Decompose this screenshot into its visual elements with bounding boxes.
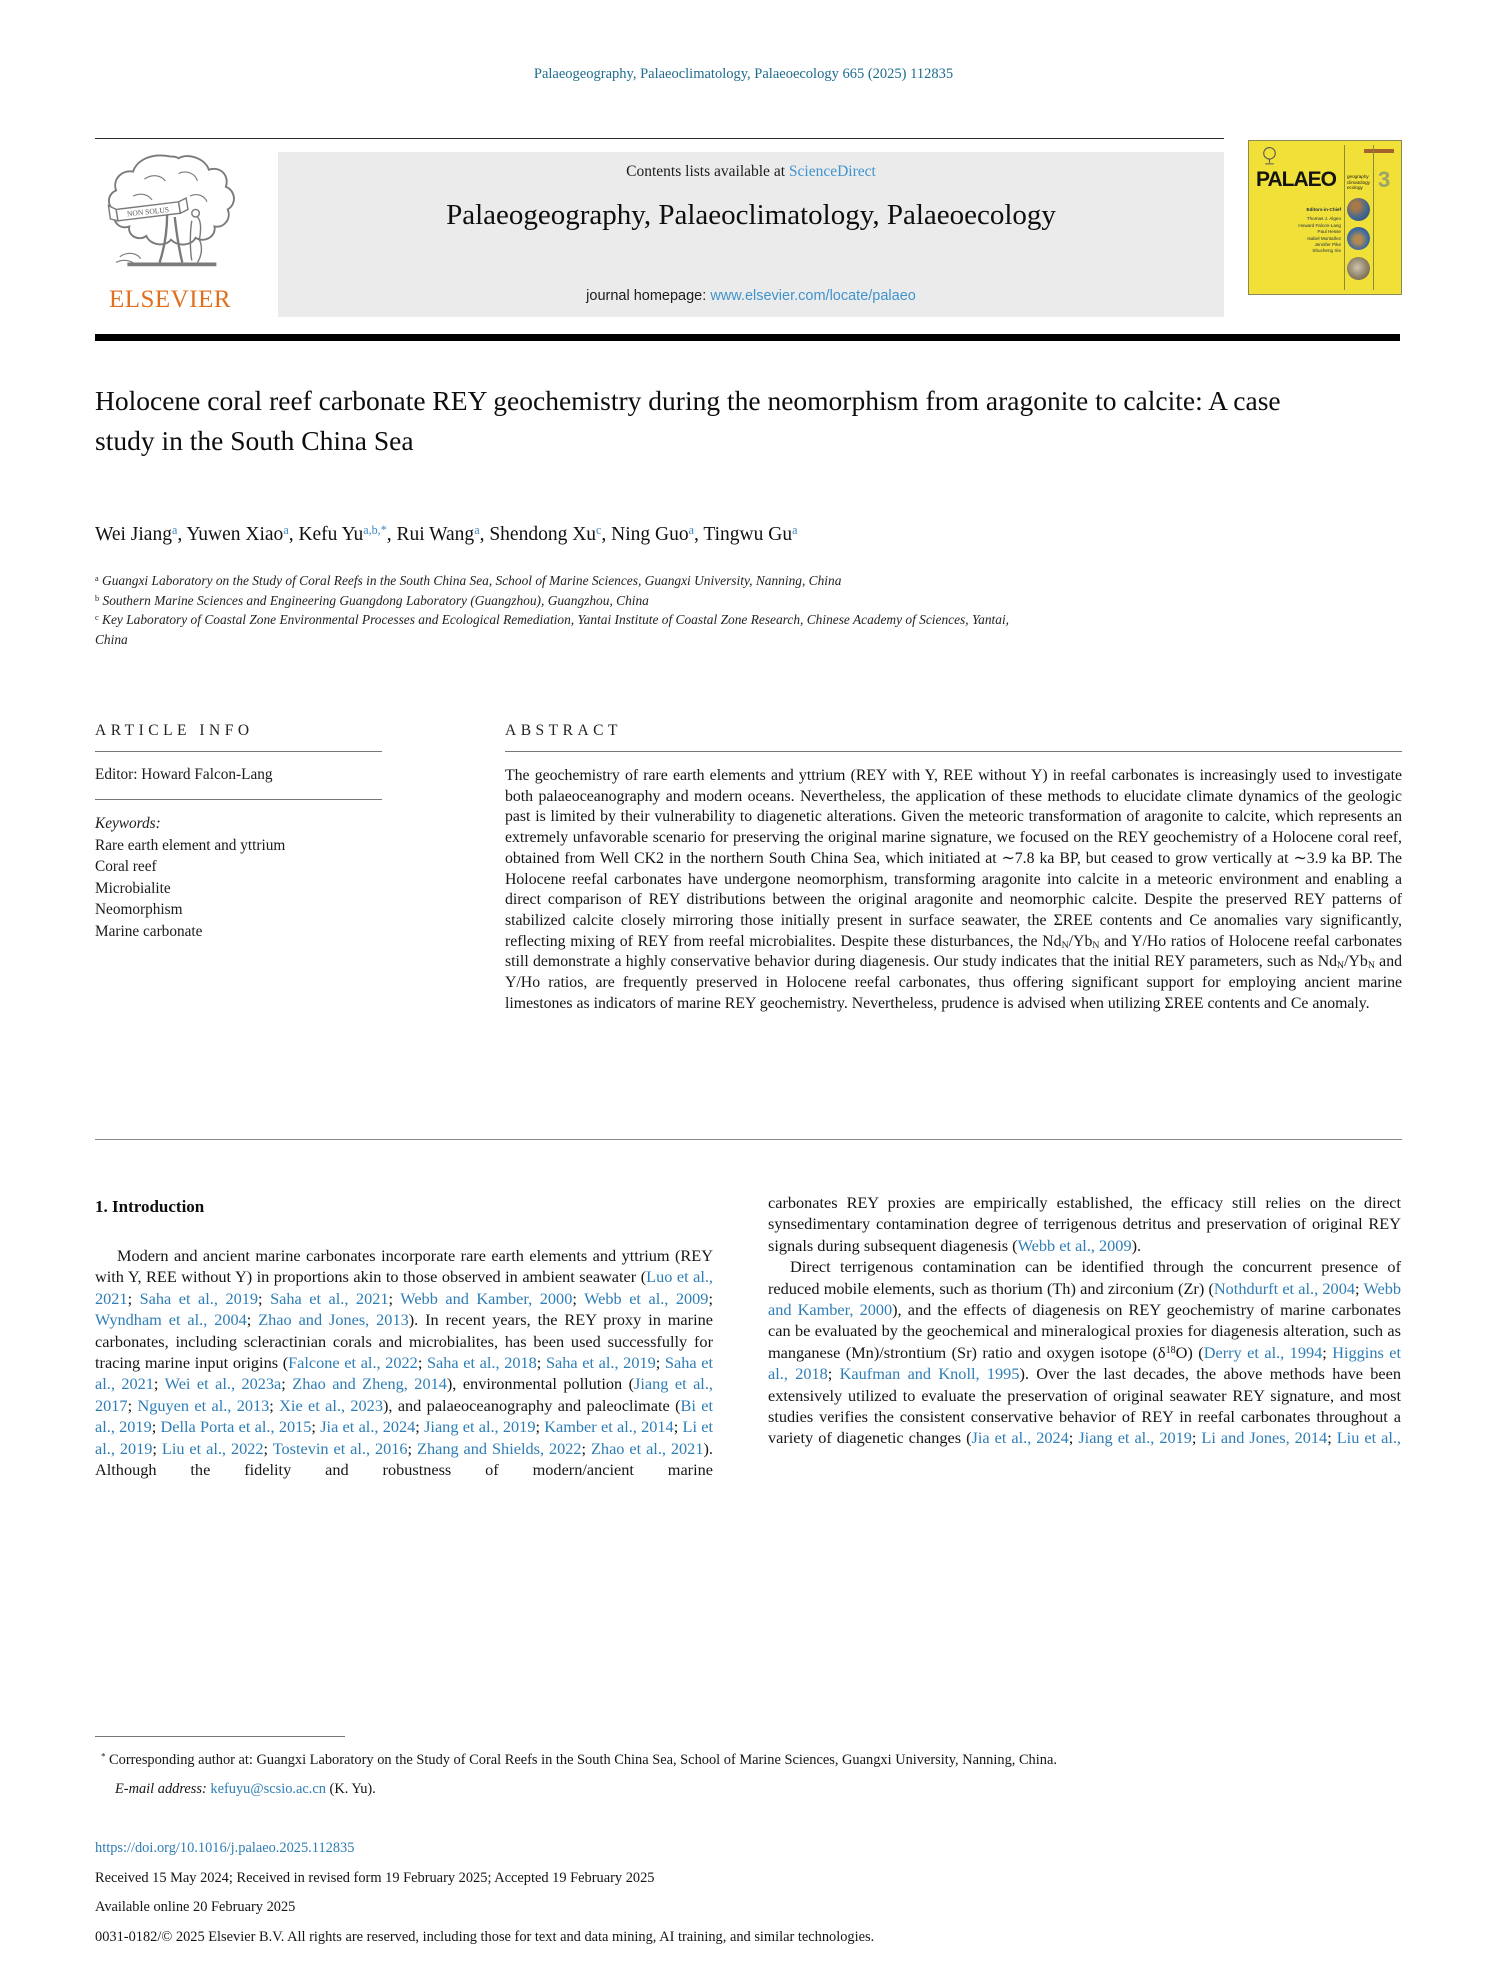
text-segment: Tingwu Gu [703, 524, 793, 545]
affiliation [95, 610, 1405, 649]
cover-editor-name: Jennifer Pike [1314, 242, 1341, 248]
text-segment: ), and the effects of diagenesis on REY geochemistry of marine carbonates can be evaluated by the geochemical and mineralogical proxies for diagenesis alteration, such as manganese (Mn)/strontium (Sr) ratio and oxygen isotope (δ [768, 1300, 1401, 1362]
citation-link[interactable]: Jia et al., 2024 [320, 1417, 416, 1437]
text-segment: ; [415, 1417, 425, 1437]
text-segment: Modern and ancient marine carbonates incorporate rare earth elements and yttrium (REY with Y, REE without Y) in proportions akin to those observed in ambient seawater ( [95, 1246, 713, 1287]
text-segment: Wei Jiang [95, 524, 172, 545]
abstract-text [505, 766, 1402, 1014]
citation-link[interactable]: Jiang et al., 2017 [95, 1374, 713, 1415]
text-segment: ; [281, 1374, 293, 1394]
text-segment: , [177, 524, 187, 545]
sciencedirect-link[interactable]: ScienceDirect [788, 163, 876, 180]
text-segment: ; [417, 1353, 427, 1373]
text-segment: E-mail address: [115, 1780, 207, 1797]
abstract-section [505, 722, 1402, 1014]
citation-link[interactable]: Webb et al., 2009 [1017, 1235, 1132, 1255]
text-segment: ; [535, 1417, 545, 1437]
keywords-block [95, 800, 382, 942]
text-segment: ; [673, 1417, 683, 1437]
text-segment: ; [388, 1288, 401, 1308]
text-segment: b [95, 593, 100, 603]
citation-link[interactable]: Zhang and Shields, 2022 [417, 1438, 582, 1458]
citation-link[interactable]: Saha et al., 2021 [95, 1353, 713, 1394]
cover-subject-line: climatology [1347, 179, 1370, 185]
text-segment: 18 [1165, 1344, 1176, 1356]
cover-editor-name: Howard Falcon-Lang [1298, 222, 1341, 228]
text-segment: ; [1191, 1428, 1202, 1448]
text-segment: Rui Wang [396, 524, 475, 545]
text-segment: ). [1131, 1235, 1142, 1255]
text-segment: Guangxi Laboratory on the Study of Coral Reefs in the South China Sea, School of Marine Sciences, Guangxi University, Nanning, China [98, 573, 842, 588]
citation-link[interactable]: Zhao and Zheng, 2014 [292, 1374, 447, 1394]
text-segment: Kefu Yu [298, 524, 364, 545]
text-segment: c [95, 612, 99, 622]
keyword: Microbialite [95, 879, 171, 897]
keyword: Marine carbonate [95, 922, 203, 940]
journal-title: Palaeogeography, Palaeoclimatology, Palaeoecology [446, 199, 1056, 231]
citation-link[interactable]: Liu et al., [1336, 1428, 1401, 1448]
citation-link[interactable]: Della Porta et al., 2015 [160, 1417, 312, 1437]
homepage-prefix: journal homepage: [586, 288, 711, 304]
intro-paragraph-right-2 [768, 1256, 1401, 1449]
citation-link[interactable]: Tostevin et al., 2016 [272, 1438, 408, 1458]
text-segment: and Y/Ho ratios of Holocene reefal carbonates still demonstrate a highly conservative behavior during diagenesis. Our study indicates that the initial REY parameters, such as Nd [505, 932, 1403, 971]
text-segment: ; [407, 1438, 418, 1458]
text-segment: ), environmental pollution ( [446, 1374, 635, 1394]
citation-link[interactable]: Liu et al., 2022 [161, 1438, 264, 1458]
cover-editor-name: Shucheng Xie [1312, 248, 1341, 254]
citation-link[interactable]: Higgins et al., 2018 [768, 1342, 1401, 1384]
elsevier-wordmark: ELSEVIER [108, 286, 232, 313]
text-segment: a [95, 573, 99, 583]
elsevier-mini-logo-icon [1261, 146, 1278, 167]
author-affiliation-sup: a [171, 522, 178, 537]
text-segment: , [479, 524, 490, 545]
intro-paragraph-left [95, 1245, 713, 1480]
globe-icon [1347, 227, 1370, 250]
text-segment: Key Laboratory of Coastal Zone Environmental Processes and Ecological Remediation, Yantai Institute of Coastal Zone Research, Chinese Academy of Sciences, Yantai, [98, 612, 1010, 627]
intro-paragraph-right-1 [768, 1192, 1401, 1256]
footnote-rule [95, 1736, 345, 1737]
text-segment: , [694, 524, 704, 545]
article-info-heading: ARTICLE INFO [95, 722, 382, 752]
text-segment: ; [246, 1310, 259, 1330]
issn-text-placeholder [1364, 149, 1394, 153]
journal-masthead [278, 152, 1224, 317]
text-segment: N [1367, 960, 1375, 972]
text-segment: China [95, 631, 128, 647]
citation-link[interactable]: Jiang et al., 2019 [1078, 1428, 1192, 1448]
email-link[interactable]: kefuyu@scsio.ac.cn [210, 1780, 326, 1797]
author-affiliation-sup: a [474, 522, 480, 537]
text-segment: /Yb [1344, 953, 1368, 971]
cover-editor-name: Paul Hesse [1317, 229, 1341, 235]
author-affiliation-sup: a,b,* [363, 522, 387, 537]
text-segment: ; [153, 1374, 165, 1394]
text-segment: ). In recent years, the REY proxy in marine carbonates, including scleractinian corals and microbialites, has been used successfully for tracing marine input origins ( [95, 1310, 713, 1373]
cover-editors-list [1257, 216, 1341, 254]
text-segment: ; [263, 1438, 273, 1458]
footnote-block [95, 1746, 1410, 1803]
text-segment: ; [127, 1395, 138, 1415]
citation-link[interactable]: Webb et al., 2009 [584, 1288, 709, 1308]
text-segment: Direct terrigenous contamination can be identified through the concurrent presence of reduced mobile elements, such as thorium (Th) and zirconium (Zr) ( [768, 1257, 1401, 1298]
article-info-section [95, 722, 382, 942]
citation-link[interactable]: Li et al., 2019 [95, 1417, 713, 1458]
article-title: Holocene coral reef carbonate REY geochemistry during the neomorphism from aragonite to calcite: A case study in the South China Sea [95, 385, 1281, 456]
citation-link[interactable]: Wyndham et al., 2004 [95, 1310, 247, 1330]
citation-link[interactable]: Zhao and Jones, 2013 [258, 1310, 409, 1330]
text-segment: O) ( [1175, 1342, 1204, 1362]
citation-link[interactable]: Nguyen et al., 2013 [137, 1395, 270, 1415]
text-segment: ; [572, 1288, 585, 1308]
text-segment: ; [1068, 1428, 1079, 1448]
text-segment: N [1092, 939, 1100, 951]
journal-reference: Palaeogeography, Palaeoclimatology, Palaeoecology 665 (2025) 112835 [533, 66, 954, 82]
author-affiliation-sup: c [596, 522, 602, 537]
text-segment: carbonates REY proxies are empirically established, the efficacy still relies on the direct synsedimentary contamination degree of terrigenous detritus and preservation of original REY signals during subsequent diagenesis ( [768, 1193, 1401, 1255]
keyword: Neomorphism [95, 901, 183, 918]
available-online: Available online 20 February 2025 [95, 1899, 296, 1915]
elsevier-logo [92, 148, 248, 322]
citation-link[interactable]: Saha et al., 2019 [545, 1353, 656, 1373]
citation-link[interactable]: Luo et al., 2021 [95, 1267, 713, 1308]
text-segment: Yuwen Xiao [186, 524, 284, 545]
author-affiliation-sup: a [688, 522, 694, 537]
citation-link[interactable]: Saha et al., 2018 [426, 1353, 537, 1373]
keyword: Coral reef [95, 858, 157, 875]
journal-cover-thumbnail [1248, 140, 1402, 295]
text-segment: The geochemistry of rare earth elements and yttrium (REY with Y, REE without Y) in reefal carbonates is increasingly used to investigate both palaeoceanography and modern oceans. Nevertheless, the application of these methods to elucidate climate dynamics of the geologic past is limited by their vulnerability to diagenetic alterations. Given the meteoric transformation of aragonite to calcite, which represents an extremely unfavorable scenario for preserving the original marine signature, we focused on the REY geochemistry of a Holocene coral reef, obtained from Well CK2 in the northern South China Sea, which initiated at ∼7.8 ka BP, but ceased to grow vertically at ∼3.9 ka BP. The Holocene reefal carbonates have undergone neomorphism, transforming aragonite into calcite in a meteoric environment and enabling a direct comparison of REY distributions between the original aragonite and neomorphic calcite. Despite the preserved REY patterns of stabilized calcite closely mirroring those initially present in surface seawater, the ΣREE contents and Ce anomalies vary significantly, reflecting mixing of REY from reefal microbialites. Despite these disturbances, the Nd [505, 767, 1402, 950]
header-rule [95, 138, 1224, 139]
text-segment: ; [258, 1288, 271, 1308]
text-segment: Corresponding author at: Guangxi Laboratory on the Study of Coral Reefs in the South China Sea, School of Marine Sciences, Guangxi University, Nanning, China. [105, 1752, 1057, 1768]
cover-masthead: PALAEO [1256, 168, 1336, 191]
cover-editor-name: Thomas J. Algeo [1306, 216, 1341, 222]
citation-link[interactable]: Kamber et al., 2014 [544, 1417, 674, 1437]
text-segment: , [386, 524, 397, 545]
citation-link[interactable]: Webb and Kamber, 2000 [400, 1288, 573, 1308]
text-segment: ; [581, 1438, 591, 1458]
citation-link[interactable]: Jia et al., 2024 [971, 1428, 1069, 1448]
cover-editors-label: Editors-in-Chief [1306, 207, 1341, 212]
text-segment: and Y/Ho ratios, are frequently preserved in Holocene reefal carbonates, thus offering significant support for employing ancient marine limestones as indicators of marine REY geochemistry. Nevertheless, prudence is advised when utilizing ΣREE contents and Ce anomaly. [505, 953, 1402, 1012]
email-line [95, 1775, 1410, 1804]
text-segment: Southern Marine Sciences and Engineering Guangdong Laboratory (Guangzhou), Guangzhou, China [99, 592, 649, 608]
citation-link[interactable]: Falcone et al., 2022 [288, 1353, 418, 1373]
cover-subject-lines [1347, 174, 1372, 191]
text-segment: , [601, 524, 612, 545]
author-affiliation-sup: a [792, 522, 798, 537]
citation-link[interactable]: Xie et al., 2023 [279, 1395, 383, 1415]
citation-link[interactable]: Jiang et al., 2019 [424, 1417, 536, 1437]
article-footer [95, 1834, 1410, 1952]
keyword: Rare earth element and yttrium [95, 836, 286, 854]
intro-column-left [95, 1245, 713, 1480]
cover-editor-name: Isabel Montañez [1307, 235, 1341, 241]
citation-link[interactable]: Saha et al., 2019 [139, 1288, 259, 1308]
contents-line [278, 163, 1224, 181]
text-segment: ; [269, 1395, 280, 1415]
citation-link[interactable]: Nothdurft et al., 2004 [1213, 1278, 1355, 1298]
text-segment: Ning Guo [611, 524, 689, 545]
cover-issue-number: 3 [1378, 167, 1391, 192]
corresponding-author-note [95, 1746, 1410, 1775]
citation-link[interactable]: Wei et al., 2023a [164, 1374, 282, 1394]
fossil-icon [1347, 257, 1370, 280]
keywords-label: Keywords: [95, 815, 161, 832]
received-dates: Received 15 May 2024; Received in revised form 19 February 2025; Accepted 19 February 2025 [95, 1869, 655, 1886]
text-segment: ; [1327, 1428, 1337, 1448]
text-segment: ; [1354, 1278, 1364, 1298]
intro-column-right [768, 1192, 1401, 1449]
text-segment: N [1061, 939, 1069, 951]
journal-homepage-link[interactable]: www.elsevier.com/locate/palaeo [710, 288, 916, 304]
cover-subject-line: geography [1347, 174, 1369, 179]
text-segment: ; [708, 1288, 713, 1308]
doi-link[interactable]: https://doi.org/10.1016/j.palaeo.2025.112835 [95, 1840, 355, 1856]
copyright-line: 0031-0182/© 2025 Elsevier B.V. All rights are reserved, including those for text and data mining, AI training, and similar technologies. [95, 1928, 875, 1945]
author-affiliation-sup: a [283, 522, 289, 537]
text-segment: ; [311, 1417, 321, 1437]
contents-line-prefix: Contents lists available at [626, 163, 789, 180]
section-heading-introduction: 1. Introduction [95, 1197, 205, 1216]
text-segment: ; [536, 1353, 546, 1373]
text-segment: ; [1322, 1342, 1333, 1362]
text-segment: * [101, 1751, 106, 1762]
header-bar [95, 334, 1400, 341]
cover-editors [1257, 207, 1341, 255]
citation-link[interactable]: Li and Jones, 2014 [1201, 1428, 1328, 1448]
citation-link[interactable]: Saha et al., 2021 [270, 1288, 389, 1308]
text-segment: ; [151, 1417, 161, 1437]
cover-divider [1344, 145, 1345, 290]
text-segment: ; [655, 1353, 665, 1373]
cover-subject-line: ecology [1347, 185, 1363, 191]
author-list [95, 524, 1395, 546]
journal-homepage-line [278, 288, 1224, 304]
text-segment: ). Although the fidelity and robustness of modern/ancient marine [95, 1438, 713, 1480]
affiliation [95, 571, 1405, 591]
citation-link[interactable]: Bi et al., 2019 [95, 1395, 714, 1437]
text-segment: ; [152, 1438, 162, 1458]
text-segment: Shendong Xu [489, 524, 597, 545]
text-segment: ; [127, 1288, 140, 1308]
citation-link[interactable]: Derry et al., 1994 [1203, 1342, 1323, 1362]
text-segment: ). Over the last decades, the above methods have been extensively utilized to evaluate the preservation of original seawater REY signature, and most studies verifies the consistent conservative behavior of REY in reefal carbonates throughout a variety of diagenetic changes ( [768, 1364, 1401, 1448]
abstract-heading: ABSTRACT [505, 722, 1402, 752]
abstract-bottom-rule [95, 1139, 1402, 1140]
globe-icon [1347, 198, 1370, 221]
citation-link[interactable]: Kaufman and Knoll, 1995 [839, 1364, 1020, 1384]
non-solus-motto: NON SOLUS [126, 204, 170, 219]
editor-line: Editor: Howard Falcon-Lang [95, 752, 382, 800]
text-segment: , [288, 524, 299, 545]
text-segment: ), and palaeoceanography and paleoclimate ( [382, 1395, 681, 1415]
citation-link[interactable]: Webb and Kamber, 2000 [768, 1278, 1402, 1320]
citation-link[interactable]: Zhao et al., 2021 [590, 1438, 704, 1458]
text-segment: /Yb [1068, 932, 1093, 950]
affiliation [95, 591, 1405, 611]
elsevier-tree-icon [99, 148, 241, 286]
text-segment: ; [827, 1364, 840, 1384]
text-segment: (K. Yu). [325, 1780, 376, 1797]
cover-divider [1373, 145, 1374, 290]
affiliation-list [95, 571, 1405, 649]
keywords-list [95, 835, 382, 943]
text-segment: N [1337, 960, 1345, 972]
